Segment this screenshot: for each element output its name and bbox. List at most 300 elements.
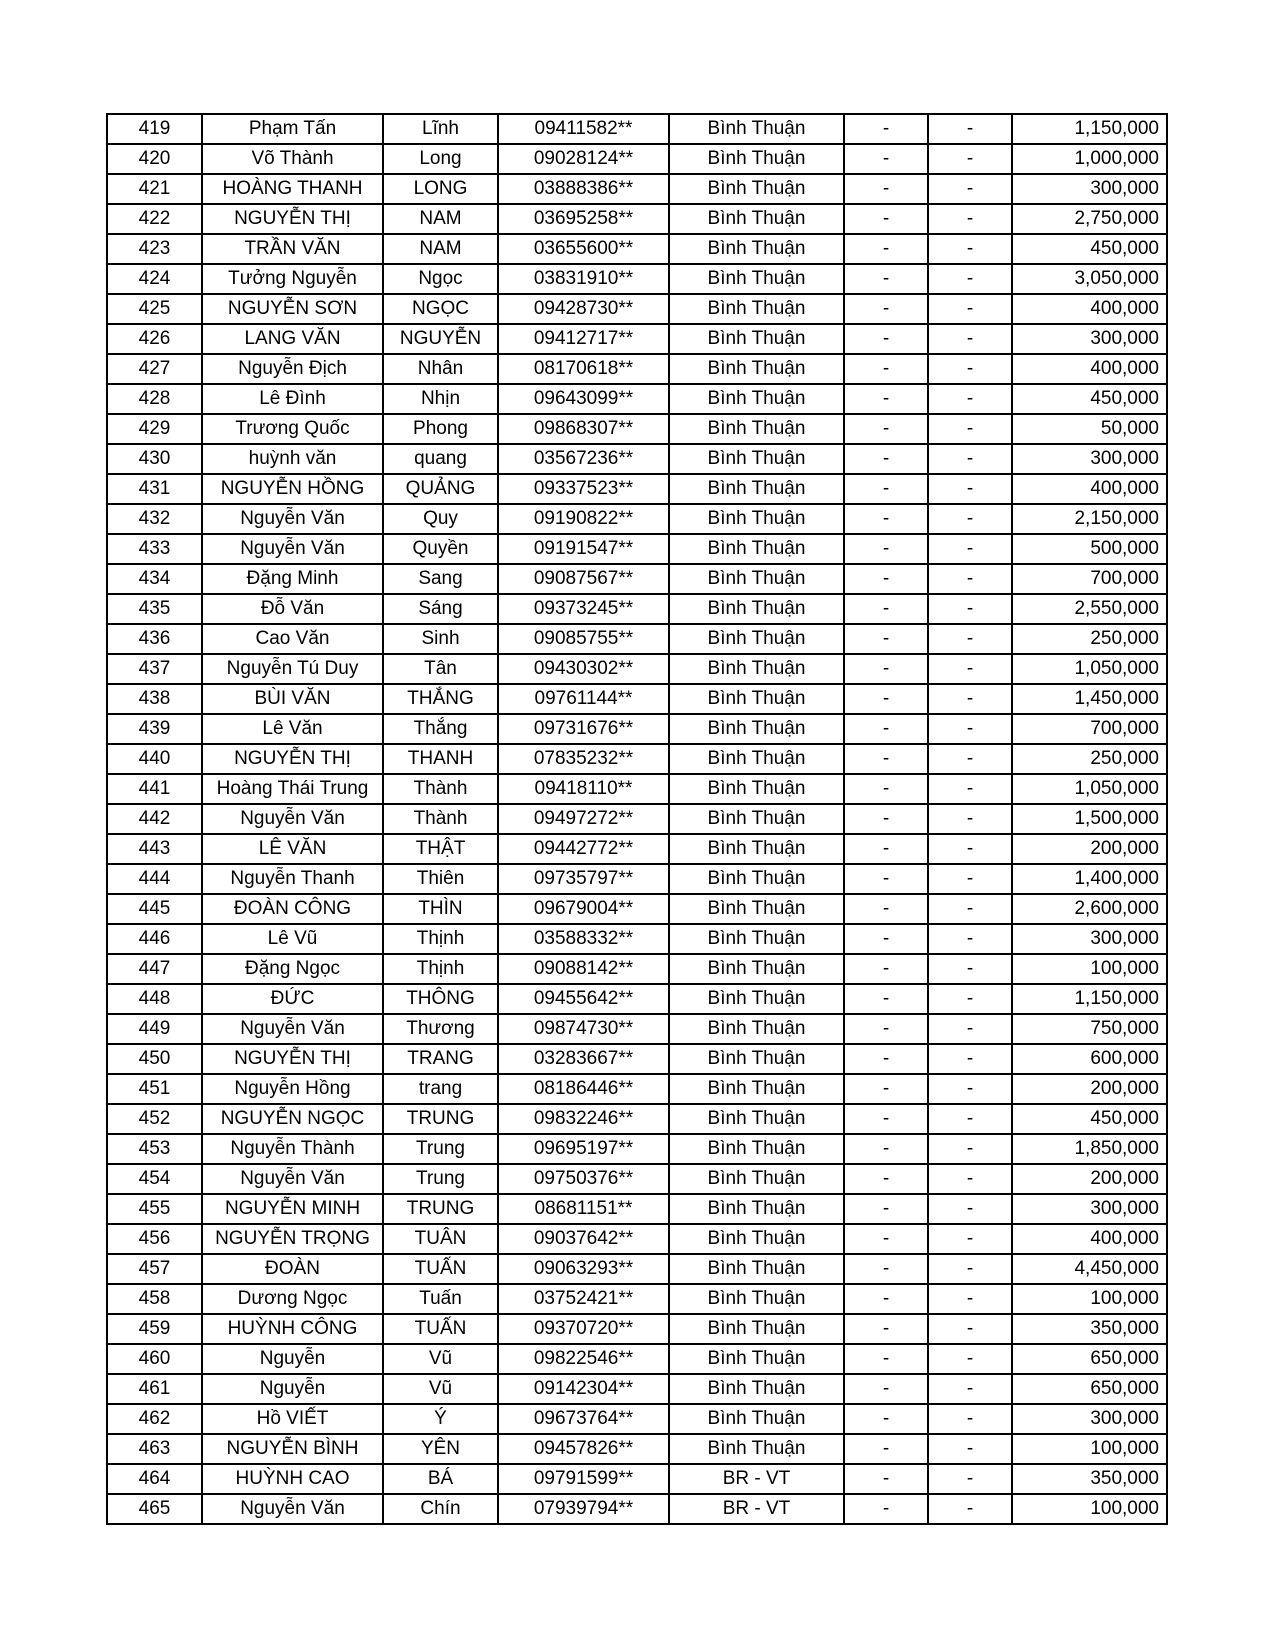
- cell-index: 423: [107, 234, 202, 264]
- table-body: [107, 114, 1167, 1524]
- cell-first-name: NGUYỄN SƠN: [202, 294, 383, 324]
- cell-last-name: Vũ: [383, 1374, 498, 1404]
- cell-index: 444: [107, 864, 202, 894]
- cell-province: Bình Thuận: [669, 444, 844, 474]
- cell-empty-2: -: [928, 1104, 1012, 1134]
- cell-index: 441: [107, 774, 202, 804]
- cell-amount: 200,000: [1012, 1074, 1167, 1104]
- cell-province: Bình Thuận: [669, 114, 844, 144]
- cell-index: 448: [107, 984, 202, 1014]
- cell-empty-2: -: [928, 414, 1012, 444]
- cell-empty-1: -: [844, 594, 928, 624]
- cell-empty-1: -: [844, 1074, 928, 1104]
- table-row: [107, 264, 1167, 294]
- table-row: [107, 804, 1167, 834]
- table-row: [107, 234, 1167, 264]
- cell-index: 456: [107, 1224, 202, 1254]
- cell-amount: 650,000: [1012, 1374, 1167, 1404]
- cell-last-name: Nhân: [383, 354, 498, 384]
- cell-first-name: Nguyễn Văn: [202, 1014, 383, 1044]
- cell-index: 434: [107, 564, 202, 594]
- cell-empty-1: -: [844, 624, 928, 654]
- cell-empty-1: -: [844, 1434, 928, 1464]
- table-row: [107, 654, 1167, 684]
- cell-last-name: QUẢNG: [383, 474, 498, 504]
- cell-phone: 09063293**: [498, 1254, 669, 1284]
- table-row: [107, 1344, 1167, 1374]
- cell-index: 437: [107, 654, 202, 684]
- cell-province: Bình Thuận: [669, 354, 844, 384]
- cell-phone: 09832246**: [498, 1104, 669, 1134]
- cell-amount: 1,500,000: [1012, 804, 1167, 834]
- cell-empty-1: -: [844, 1104, 928, 1134]
- cell-phone: 03752421**: [498, 1284, 669, 1314]
- cell-amount: 300,000: [1012, 444, 1167, 474]
- cell-amount: 4,450,000: [1012, 1254, 1167, 1284]
- cell-index: 433: [107, 534, 202, 564]
- cell-empty-2: -: [928, 114, 1012, 144]
- cell-amount: 250,000: [1012, 744, 1167, 774]
- cell-phone: 09457826**: [498, 1434, 669, 1464]
- cell-empty-2: -: [928, 834, 1012, 864]
- cell-province: Bình Thuận: [669, 174, 844, 204]
- cell-phone: 03655600**: [498, 234, 669, 264]
- table-row: [107, 564, 1167, 594]
- table-row: [107, 534, 1167, 564]
- cell-first-name: TRẦN VĂN: [202, 234, 383, 264]
- cell-empty-2: -: [928, 354, 1012, 384]
- table-row: [107, 504, 1167, 534]
- cell-province: BR - VT: [669, 1464, 844, 1494]
- cell-phone: 08681151**: [498, 1194, 669, 1224]
- cell-province: Bình Thuận: [669, 1164, 844, 1194]
- cell-amount: 300,000: [1012, 324, 1167, 354]
- cell-index: 443: [107, 834, 202, 864]
- cell-empty-1: -: [844, 174, 928, 204]
- cell-province: Bình Thuận: [669, 534, 844, 564]
- cell-index: 419: [107, 114, 202, 144]
- cell-province: Bình Thuận: [669, 474, 844, 504]
- cell-empty-1: -: [844, 684, 928, 714]
- cell-last-name: Phong: [383, 414, 498, 444]
- cell-amount: 750,000: [1012, 1014, 1167, 1044]
- cell-empty-1: -: [844, 354, 928, 384]
- table-row: [107, 1254, 1167, 1284]
- cell-empty-1: -: [844, 414, 928, 444]
- cell-first-name: NGUYỄN TRỌNG: [202, 1224, 383, 1254]
- cell-empty-2: -: [928, 384, 1012, 414]
- cell-empty-1: -: [844, 564, 928, 594]
- cell-first-name: Lê Đình: [202, 384, 383, 414]
- cell-amount: 1,150,000: [1012, 114, 1167, 144]
- table-row: [107, 864, 1167, 894]
- table-row: [107, 954, 1167, 984]
- cell-phone: 09822546**: [498, 1344, 669, 1374]
- table-row: [107, 324, 1167, 354]
- cell-province: Bình Thuận: [669, 1434, 844, 1464]
- cell-first-name: Võ Thành: [202, 144, 383, 174]
- cell-empty-1: -: [844, 144, 928, 174]
- cell-province: Bình Thuận: [669, 1074, 844, 1104]
- cell-empty-1: -: [844, 1134, 928, 1164]
- cell-empty-2: -: [928, 474, 1012, 504]
- cell-empty-1: -: [844, 804, 928, 834]
- cell-province: Bình Thuận: [669, 594, 844, 624]
- cell-last-name: TRANG: [383, 1044, 498, 1074]
- cell-first-name: Nguyễn Văn: [202, 534, 383, 564]
- cell-amount: 700,000: [1012, 714, 1167, 744]
- table-row: [107, 1404, 1167, 1434]
- cell-province: Bình Thuận: [669, 1044, 844, 1074]
- cell-empty-1: -: [844, 474, 928, 504]
- cell-empty-1: -: [844, 1344, 928, 1374]
- cell-phone: 03831910**: [498, 264, 669, 294]
- cell-last-name: YÊN: [383, 1434, 498, 1464]
- cell-empty-2: -: [928, 1224, 1012, 1254]
- cell-empty-1: -: [844, 264, 928, 294]
- cell-first-name: BÙI VĂN: [202, 684, 383, 714]
- cell-province: Bình Thuận: [669, 264, 844, 294]
- cell-empty-2: -: [928, 504, 1012, 534]
- cell-empty-2: -: [928, 294, 1012, 324]
- cell-last-name: NGỌC: [383, 294, 498, 324]
- cell-empty-1: -: [844, 924, 928, 954]
- table-row: [107, 414, 1167, 444]
- cell-empty-2: -: [928, 264, 1012, 294]
- cell-province: Bình Thuận: [669, 1014, 844, 1044]
- cell-phone: 09337523**: [498, 474, 669, 504]
- cell-last-name: Quy: [383, 504, 498, 534]
- cell-amount: 1,850,000: [1012, 1134, 1167, 1164]
- cell-last-name: TUÂN: [383, 1224, 498, 1254]
- cell-phone: 09679004**: [498, 894, 669, 924]
- cell-empty-2: -: [928, 1014, 1012, 1044]
- cell-empty-2: -: [928, 144, 1012, 174]
- table-row: [107, 1194, 1167, 1224]
- cell-province: Bình Thuận: [669, 834, 844, 864]
- cell-amount: 1,000,000: [1012, 144, 1167, 174]
- cell-amount: 2,550,000: [1012, 594, 1167, 624]
- cell-first-name: ĐOÀN CÔNG: [202, 894, 383, 924]
- cell-empty-2: -: [928, 204, 1012, 234]
- cell-first-name: HUỲNH CÔNG: [202, 1314, 383, 1344]
- cell-index: 438: [107, 684, 202, 714]
- cell-index: 446: [107, 924, 202, 954]
- cell-empty-1: -: [844, 114, 928, 144]
- cell-empty-1: -: [844, 834, 928, 864]
- cell-first-name: Nguyễn Văn: [202, 1164, 383, 1194]
- cell-empty-1: -: [844, 1224, 928, 1254]
- cell-phone: 09085755**: [498, 624, 669, 654]
- cell-phone: 09442772**: [498, 834, 669, 864]
- table-row: [107, 1224, 1167, 1254]
- cell-amount: 700,000: [1012, 564, 1167, 594]
- cell-first-name: Nguyễn: [202, 1344, 383, 1374]
- cell-last-name: Tuấn: [383, 1284, 498, 1314]
- cell-index: 430: [107, 444, 202, 474]
- cell-first-name: LANG VĂN: [202, 324, 383, 354]
- cell-first-name: Đặng Minh: [202, 564, 383, 594]
- cell-last-name: NAM: [383, 234, 498, 264]
- table-row: [107, 1434, 1167, 1464]
- cell-empty-1: -: [844, 324, 928, 354]
- cell-index: 460: [107, 1344, 202, 1374]
- table-row: [107, 474, 1167, 504]
- cell-index: 447: [107, 954, 202, 984]
- cell-index: 464: [107, 1464, 202, 1494]
- cell-index: 455: [107, 1194, 202, 1224]
- cell-phone: 03888386**: [498, 174, 669, 204]
- cell-province: Bình Thuận: [669, 1194, 844, 1224]
- cell-empty-1: -: [844, 1164, 928, 1194]
- cell-phone: 09190822**: [498, 504, 669, 534]
- table-row: [107, 894, 1167, 924]
- cell-province: Bình Thuận: [669, 234, 844, 264]
- cell-amount: 2,150,000: [1012, 504, 1167, 534]
- cell-first-name: huỳnh văn: [202, 444, 383, 474]
- cell-province: Bình Thuận: [669, 894, 844, 924]
- cell-first-name: Nguyễn Tú Duy: [202, 654, 383, 684]
- cell-phone: 09087567**: [498, 564, 669, 594]
- cell-first-name: Nguyễn Hồng: [202, 1074, 383, 1104]
- cell-amount: 500,000: [1012, 534, 1167, 564]
- cell-last-name: Trung: [383, 1164, 498, 1194]
- cell-last-name: Ngọc: [383, 264, 498, 294]
- cell-first-name: Đặng Ngọc: [202, 954, 383, 984]
- cell-first-name: Hồ VIẾT: [202, 1404, 383, 1434]
- cell-phone: 03567236**: [498, 444, 669, 474]
- cell-empty-2: -: [928, 174, 1012, 204]
- cell-province: Bình Thuận: [669, 324, 844, 354]
- cell-empty-2: -: [928, 804, 1012, 834]
- table-row: [107, 144, 1167, 174]
- cell-first-name: Phạm Tấn: [202, 114, 383, 144]
- cell-first-name: Nguyễn Văn: [202, 504, 383, 534]
- table-row: [107, 594, 1167, 624]
- cell-amount: 100,000: [1012, 1284, 1167, 1314]
- cell-last-name: THẬT: [383, 834, 498, 864]
- table-row: [107, 984, 1167, 1014]
- cell-last-name: THÌN: [383, 894, 498, 924]
- cell-phone: 03588332**: [498, 924, 669, 954]
- cell-amount: 1,450,000: [1012, 684, 1167, 714]
- table-row: [107, 1314, 1167, 1344]
- cell-amount: 1,150,000: [1012, 984, 1167, 1014]
- cell-amount: 450,000: [1012, 1104, 1167, 1134]
- cell-last-name: Chín: [383, 1494, 498, 1524]
- table-row: [107, 174, 1167, 204]
- cell-last-name: THANH: [383, 744, 498, 774]
- cell-index: 442: [107, 804, 202, 834]
- table-row: [107, 834, 1167, 864]
- cell-first-name: Cao Văn: [202, 624, 383, 654]
- cell-province: BR - VT: [669, 1494, 844, 1524]
- cell-empty-1: -: [844, 204, 928, 234]
- cell-last-name: Thịnh: [383, 954, 498, 984]
- cell-index: 450: [107, 1044, 202, 1074]
- cell-first-name: Dương Ngọc: [202, 1284, 383, 1314]
- cell-amount: 300,000: [1012, 924, 1167, 954]
- cell-index: 428: [107, 384, 202, 414]
- cell-index: 421: [107, 174, 202, 204]
- cell-empty-1: -: [844, 744, 928, 774]
- cell-first-name: ĐOÀN: [202, 1254, 383, 1284]
- table-row: [107, 744, 1167, 774]
- table-row: [107, 624, 1167, 654]
- table-row: [107, 774, 1167, 804]
- cell-phone: 09142304**: [498, 1374, 669, 1404]
- cell-phone: 09088142**: [498, 954, 669, 984]
- cell-empty-1: -: [844, 1194, 928, 1224]
- cell-last-name: Long: [383, 144, 498, 174]
- cell-amount: 2,750,000: [1012, 204, 1167, 234]
- table-row: [107, 1104, 1167, 1134]
- cell-index: 454: [107, 1164, 202, 1194]
- cell-empty-2: -: [928, 654, 1012, 684]
- cell-index: 432: [107, 504, 202, 534]
- cell-last-name: Thành: [383, 804, 498, 834]
- cell-last-name: Thắng: [383, 714, 498, 744]
- table-row: [107, 1284, 1167, 1314]
- cell-province: Bình Thuận: [669, 1404, 844, 1434]
- cell-phone: 09731676**: [498, 714, 669, 744]
- cell-phone: 09874730**: [498, 1014, 669, 1044]
- cell-empty-2: -: [928, 594, 1012, 624]
- cell-empty-2: -: [928, 864, 1012, 894]
- cell-amount: 1,400,000: [1012, 864, 1167, 894]
- cell-last-name: Thịnh: [383, 924, 498, 954]
- cell-amount: 400,000: [1012, 354, 1167, 384]
- cell-last-name: Sinh: [383, 624, 498, 654]
- cell-last-name: THÔNG: [383, 984, 498, 1014]
- cell-phone: 09370720**: [498, 1314, 669, 1344]
- cell-amount: 400,000: [1012, 294, 1167, 324]
- cell-amount: 100,000: [1012, 1494, 1167, 1524]
- table-row: [107, 1374, 1167, 1404]
- cell-index: 465: [107, 1494, 202, 1524]
- cell-empty-2: -: [928, 1464, 1012, 1494]
- cell-empty-1: -: [844, 384, 928, 414]
- cell-index: 436: [107, 624, 202, 654]
- cell-province: Bình Thuận: [669, 1254, 844, 1284]
- cell-index: 439: [107, 714, 202, 744]
- cell-index: 461: [107, 1374, 202, 1404]
- cell-amount: 650,000: [1012, 1344, 1167, 1374]
- cell-amount: 100,000: [1012, 954, 1167, 984]
- cell-empty-2: -: [928, 1044, 1012, 1074]
- cell-empty-1: -: [844, 654, 928, 684]
- cell-phone: 09411582**: [498, 114, 669, 144]
- cell-phone: 09373245**: [498, 594, 669, 624]
- cell-empty-2: -: [928, 774, 1012, 804]
- cell-amount: 200,000: [1012, 1164, 1167, 1194]
- cell-amount: 400,000: [1012, 474, 1167, 504]
- cell-first-name: Nguyễn Thành: [202, 1134, 383, 1164]
- cell-last-name: THẮNG: [383, 684, 498, 714]
- cell-first-name: NGUYỄN THỊ: [202, 1044, 383, 1074]
- table-row: [107, 1464, 1167, 1494]
- cell-empty-2: -: [928, 744, 1012, 774]
- cell-empty-1: -: [844, 864, 928, 894]
- cell-province: Bình Thuận: [669, 1344, 844, 1374]
- table-row: [107, 684, 1167, 714]
- table-row: [107, 1134, 1167, 1164]
- cell-last-name: Trung: [383, 1134, 498, 1164]
- cell-index: 426: [107, 324, 202, 354]
- cell-first-name: ĐỨC: [202, 984, 383, 1014]
- cell-empty-2: -: [928, 1314, 1012, 1344]
- cell-empty-2: -: [928, 714, 1012, 744]
- cell-first-name: Đỗ Văn: [202, 594, 383, 624]
- cell-amount: 600,000: [1012, 1044, 1167, 1074]
- cell-phone: 08186446**: [498, 1074, 669, 1104]
- cell-last-name: Quyền: [383, 534, 498, 564]
- cell-amount: 200,000: [1012, 834, 1167, 864]
- cell-first-name: Lê Văn: [202, 714, 383, 744]
- cell-empty-2: -: [928, 1284, 1012, 1314]
- cell-empty-1: -: [844, 534, 928, 564]
- cell-first-name: Nguyễn Văn: [202, 1494, 383, 1524]
- cell-province: Bình Thuận: [669, 924, 844, 954]
- cell-index: 422: [107, 204, 202, 234]
- cell-empty-2: -: [928, 1494, 1012, 1524]
- cell-province: Bình Thuận: [669, 1374, 844, 1404]
- cell-index: 420: [107, 144, 202, 174]
- cell-index: 431: [107, 474, 202, 504]
- cell-province: Bình Thuận: [669, 984, 844, 1014]
- cell-amount: 300,000: [1012, 1404, 1167, 1434]
- cell-first-name: Nguyễn Văn: [202, 804, 383, 834]
- table-row: [107, 1164, 1167, 1194]
- cell-province: Bình Thuận: [669, 1314, 844, 1344]
- cell-province: Bình Thuận: [669, 144, 844, 174]
- cell-index: 459: [107, 1314, 202, 1344]
- cell-phone: 09643099**: [498, 384, 669, 414]
- cell-index: 445: [107, 894, 202, 924]
- cell-last-name: Lĩnh: [383, 114, 498, 144]
- table-row: [107, 444, 1167, 474]
- cell-amount: 1,050,000: [1012, 774, 1167, 804]
- cell-empty-1: -: [844, 894, 928, 924]
- cell-index: 463: [107, 1434, 202, 1464]
- cell-phone: 09497272**: [498, 804, 669, 834]
- cell-first-name: Nguyễn Địch: [202, 354, 383, 384]
- cell-province: Bình Thuận: [669, 864, 844, 894]
- cell-last-name: TRUNG: [383, 1104, 498, 1134]
- cell-last-name: NGUYỄN: [383, 324, 498, 354]
- cell-empty-1: -: [844, 774, 928, 804]
- cell-province: Bình Thuận: [669, 744, 844, 774]
- cell-phone: 09412717**: [498, 324, 669, 354]
- cell-empty-1: -: [844, 1254, 928, 1284]
- cell-index: 435: [107, 594, 202, 624]
- cell-empty-1: -: [844, 1314, 928, 1344]
- cell-phone: 09428730**: [498, 294, 669, 324]
- table-row: [107, 114, 1167, 144]
- cell-empty-2: -: [928, 1254, 1012, 1284]
- cell-first-name: NGUYỄN THỊ: [202, 204, 383, 234]
- cell-index: 440: [107, 744, 202, 774]
- cell-index: 429: [107, 414, 202, 444]
- cell-first-name: HUỲNH CAO: [202, 1464, 383, 1494]
- cell-province: Bình Thuận: [669, 564, 844, 594]
- cell-index: 427: [107, 354, 202, 384]
- cell-province: Bình Thuận: [669, 714, 844, 744]
- table-row: [107, 714, 1167, 744]
- cell-amount: 1,050,000: [1012, 654, 1167, 684]
- cell-phone: 09028124**: [498, 144, 669, 174]
- cell-last-name: TUẤN: [383, 1254, 498, 1284]
